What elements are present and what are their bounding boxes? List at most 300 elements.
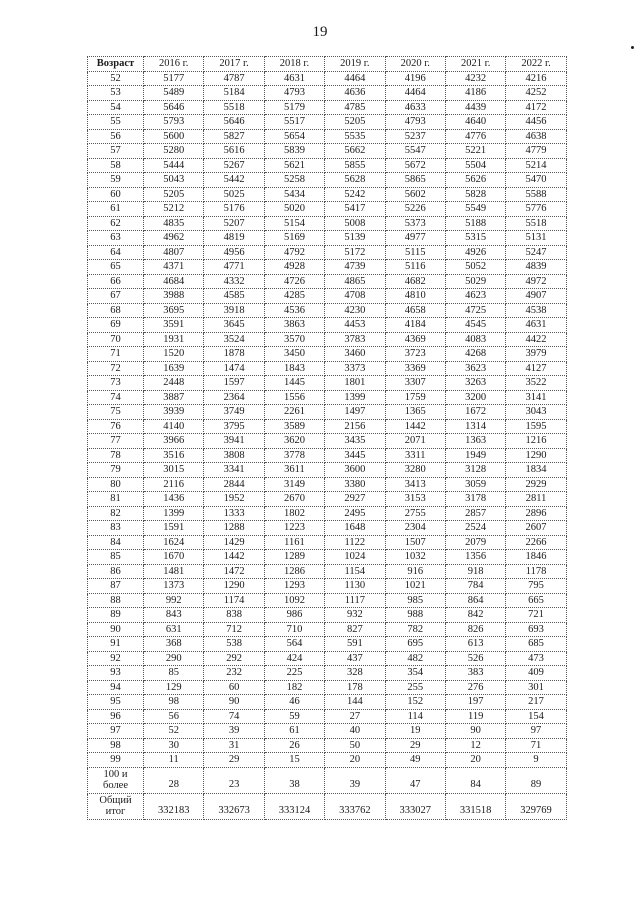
table-cell: 2364 (204, 390, 264, 405)
table-cell: 5518 (506, 216, 566, 231)
table-row (88, 593, 567, 608)
age-cell: 68 (88, 303, 144, 318)
table-row (88, 158, 567, 173)
table-cell: 119 (445, 709, 505, 724)
year-column-header: 2019 г. (325, 57, 385, 72)
table-cell: 1931 (144, 332, 204, 347)
table-cell: 4230 (325, 303, 385, 318)
table-cell: 3863 (264, 318, 324, 333)
table-cell: 5828 (445, 187, 505, 202)
table-cell: 4232 (445, 71, 505, 86)
table-row (88, 419, 567, 434)
table-row (88, 651, 567, 666)
table-cell: 1399 (325, 390, 385, 405)
age-cell: 67 (88, 289, 144, 304)
table-cell: 4186 (445, 86, 505, 101)
table-cell: 3178 (445, 492, 505, 507)
table-cell: 332183 (144, 793, 204, 819)
table-cell: 3589 (264, 419, 324, 434)
table-cell: 255 (385, 680, 445, 695)
table-cell: 5315 (445, 231, 505, 246)
table-cell: 178 (325, 680, 385, 695)
table-cell: 3128 (445, 463, 505, 478)
table-cell: 4536 (264, 303, 324, 318)
age-cell: 52 (88, 71, 144, 86)
table-row (88, 637, 567, 652)
table-cell: 3695 (144, 303, 204, 318)
table-cell: 52 (144, 724, 204, 739)
table-row (88, 173, 567, 188)
age-cell: 98 (88, 738, 144, 753)
year-column-header: 2020 г. (385, 57, 445, 72)
table-cell: 5115 (385, 245, 445, 260)
table-cell: 1436 (144, 492, 204, 507)
table-cell: 3043 (506, 405, 566, 420)
table-cell: 5616 (204, 144, 264, 159)
table-cell: 3570 (264, 332, 324, 347)
table-cell: 20 (445, 753, 505, 768)
table-cell: 4439 (445, 100, 505, 115)
table-cell: 4184 (385, 318, 445, 333)
table-row (88, 86, 567, 101)
table-cell: 1597 (204, 376, 264, 391)
table-cell: 114 (385, 709, 445, 724)
table-row (88, 71, 567, 86)
age-cell: 97 (88, 724, 144, 739)
table-cell: 5626 (445, 173, 505, 188)
table-cell: 5116 (385, 260, 445, 275)
table-row (88, 492, 567, 507)
table-cell: 3380 (325, 477, 385, 492)
table-cell: 27 (325, 709, 385, 724)
table-cell: 1161 (264, 535, 324, 550)
table-cell: 5025 (204, 187, 264, 202)
table-cell: 90 (204, 695, 264, 710)
table-cell: 11 (144, 753, 204, 768)
table-cell: 19 (385, 724, 445, 739)
table-cell: 2156 (325, 419, 385, 434)
table-cell: 988 (385, 608, 445, 623)
table-cell: 4907 (506, 289, 566, 304)
table-cell: 1481 (144, 564, 204, 579)
table-cell: 1639 (144, 361, 204, 376)
table-cell: 3979 (506, 347, 566, 362)
table-cell: 409 (506, 666, 566, 681)
row-label-line: итог (105, 806, 126, 817)
table-cell: 5221 (445, 144, 505, 159)
table-cell: 1290 (506, 448, 566, 463)
table-cell: 154 (506, 709, 566, 724)
age-cell: 71 (88, 347, 144, 362)
table-row (88, 448, 567, 463)
table-row (88, 390, 567, 405)
table-cell: 354 (385, 666, 445, 681)
table-cell: 2857 (445, 506, 505, 521)
table-body (88, 71, 567, 819)
table-cell: 4739 (325, 260, 385, 275)
table-cell: 71 (506, 738, 566, 753)
table-cell: 2495 (325, 506, 385, 521)
table-cell: 39 (325, 767, 385, 793)
table-cell: 4865 (325, 274, 385, 289)
table-cell: 197 (445, 695, 505, 710)
table-cell: 864 (445, 593, 505, 608)
table-row (88, 579, 567, 594)
table-cell: 473 (506, 651, 566, 666)
table-cell: 4422 (506, 332, 566, 347)
table-cell: 3591 (144, 318, 204, 333)
table-cell: 5621 (264, 158, 324, 173)
table-cell: 5169 (264, 231, 324, 246)
table-cell: 26 (264, 738, 324, 753)
age-cell: 85 (88, 550, 144, 565)
table-cell: 1178 (506, 564, 566, 579)
table-cell: 3307 (385, 376, 445, 391)
table-cell: 3645 (204, 318, 264, 333)
table-row (88, 303, 567, 318)
table-cell: 1949 (445, 448, 505, 463)
table-cell: 3966 (144, 434, 204, 449)
table-cell: 3522 (506, 376, 566, 391)
age-cell: 62 (88, 216, 144, 231)
age-cell: 77 (88, 434, 144, 449)
table-row (88, 622, 567, 637)
table-cell: 1122 (325, 535, 385, 550)
table-cell: 3783 (325, 332, 385, 347)
table-cell: 5172 (325, 245, 385, 260)
table-cell: 538 (204, 637, 264, 652)
table-row (88, 245, 567, 260)
table-cell: 1556 (264, 390, 324, 405)
table-cell: 1507 (385, 535, 445, 550)
row-label-line: более (102, 780, 128, 791)
table-cell: 1373 (144, 579, 204, 594)
table-cell: 784 (445, 579, 505, 594)
table-cell: 826 (445, 622, 505, 637)
table-cell: 276 (445, 680, 505, 695)
table-cell: 2844 (204, 477, 264, 492)
table-cell: 5373 (385, 216, 445, 231)
row-label (88, 793, 144, 819)
table-cell: 712 (204, 622, 264, 637)
table-cell: 9 (506, 753, 566, 768)
table-cell: 5043 (144, 173, 204, 188)
table-cell: 5672 (385, 158, 445, 173)
table-cell: 986 (264, 608, 324, 623)
table-row (88, 202, 567, 217)
table-cell: 5247 (506, 245, 566, 260)
table-cell: 4585 (204, 289, 264, 304)
table-row (88, 709, 567, 724)
table-cell: 3620 (264, 434, 324, 449)
table-cell: 328 (325, 666, 385, 681)
table-cell: 992 (144, 593, 204, 608)
table-cell: 4972 (506, 274, 566, 289)
table-row (88, 680, 567, 695)
row-label-line: Общий (99, 794, 132, 806)
table-cell: 5793 (144, 115, 204, 130)
age-cell: 99 (88, 753, 144, 768)
table-cell: 4638 (506, 129, 566, 144)
table-cell: 795 (506, 579, 566, 594)
table-cell: 5602 (385, 187, 445, 202)
table-cell: 3311 (385, 448, 445, 463)
table-cell: 526 (445, 651, 505, 666)
table-cell: 932 (325, 608, 385, 623)
table-cell: 4658 (385, 303, 445, 318)
table-cell: 2811 (506, 492, 566, 507)
table-cell: 4793 (385, 115, 445, 130)
table-cell: 437 (325, 651, 385, 666)
table-cell: 4725 (445, 303, 505, 318)
table-cell: 301 (506, 680, 566, 695)
table-cell: 3200 (445, 390, 505, 405)
table-cell: 333027 (385, 793, 445, 819)
table-cell: 5184 (204, 86, 264, 101)
table-cell: 1356 (445, 550, 505, 565)
table-cell: 1672 (445, 405, 505, 420)
table-cell: 5154 (264, 216, 324, 231)
table-cell: 84 (445, 767, 505, 793)
age-cell: 80 (88, 477, 144, 492)
table-cell: 2670 (264, 492, 324, 507)
table-row (88, 666, 567, 681)
age-cell: 64 (88, 245, 144, 260)
table-cell: 383 (445, 666, 505, 681)
table-cell: 4464 (385, 86, 445, 101)
age-cell: 84 (88, 535, 144, 550)
table-cell: 918 (445, 564, 505, 579)
table-cell: 3141 (506, 390, 566, 405)
table-cell: 1024 (325, 550, 385, 565)
table-cell: 3460 (325, 347, 385, 362)
table-cell: 1759 (385, 390, 445, 405)
table-cell: 4792 (264, 245, 324, 260)
table-cell: 1520 (144, 347, 204, 362)
over-100-row (88, 767, 567, 793)
table-row (88, 187, 567, 202)
table-cell: 1472 (204, 564, 264, 579)
table-cell: 424 (264, 651, 324, 666)
table-cell: 3153 (385, 492, 445, 507)
table-cell: 4456 (506, 115, 566, 130)
table-cell: 4369 (385, 332, 445, 347)
table-cell: 232 (204, 666, 264, 681)
age-cell: 96 (88, 709, 144, 724)
table-cell: 1670 (144, 550, 204, 565)
table-cell: 1429 (204, 535, 264, 550)
table-cell: 4464 (325, 71, 385, 86)
table-cell: 5029 (445, 274, 505, 289)
age-cell: 94 (88, 680, 144, 695)
table-row (88, 318, 567, 333)
table-cell: 3941 (204, 434, 264, 449)
table-cell: 20 (325, 753, 385, 768)
table-cell: 28 (144, 767, 204, 793)
table-cell: 5280 (144, 144, 204, 159)
table-cell: 4977 (385, 231, 445, 246)
table-cell: 4928 (264, 260, 324, 275)
table-cell: 3341 (204, 463, 264, 478)
table-cell: 5535 (325, 129, 385, 144)
table-cell: 4631 (506, 318, 566, 333)
table-row (88, 289, 567, 304)
table-cell: 1117 (325, 593, 385, 608)
table-cell: 2896 (506, 506, 566, 521)
table-cell: 5434 (264, 187, 324, 202)
table-row (88, 608, 567, 623)
table-cell: 47 (385, 767, 445, 793)
table-cell: 2755 (385, 506, 445, 521)
table-cell: 29 (385, 738, 445, 753)
table-cell: 49 (385, 753, 445, 768)
table-cell: 3445 (325, 448, 385, 463)
table-row (88, 738, 567, 753)
row-label-line: 100 и (103, 768, 128, 780)
table-cell: 5518 (204, 100, 264, 115)
table-cell: 482 (385, 651, 445, 666)
table-cell: 61 (264, 724, 324, 739)
table-cell: 782 (385, 622, 445, 637)
table-row (88, 100, 567, 115)
table-cell: 129 (144, 680, 204, 695)
table-cell: 710 (264, 622, 324, 637)
age-cell: 89 (88, 608, 144, 623)
table-cell: 59 (264, 709, 324, 724)
table-cell: 39 (204, 724, 264, 739)
age-cell: 86 (88, 564, 144, 579)
table-cell: 3988 (144, 289, 204, 304)
table-cell: 4623 (445, 289, 505, 304)
table-cell: 4926 (445, 245, 505, 260)
age-cell: 57 (88, 144, 144, 159)
table-cell: 1290 (204, 579, 264, 594)
scan-dot (631, 46, 634, 49)
age-cell: 93 (88, 666, 144, 681)
table-cell: 1293 (264, 579, 324, 594)
table-cell: 665 (506, 593, 566, 608)
age-cell: 63 (88, 231, 144, 246)
table-cell: 5205 (144, 187, 204, 202)
table-cell: 329769 (506, 793, 566, 819)
table-cell: 4640 (445, 115, 505, 130)
table-cell: 5177 (144, 71, 204, 86)
table-cell: 1442 (204, 550, 264, 565)
table-cell: 3939 (144, 405, 204, 420)
age-cell: 78 (88, 448, 144, 463)
table-cell: 98 (144, 695, 204, 710)
table-cell: 1130 (325, 579, 385, 594)
age-cell: 66 (88, 274, 144, 289)
table-cell: 4538 (506, 303, 566, 318)
table-cell: 3413 (385, 477, 445, 492)
table-row (88, 216, 567, 231)
table-cell: 685 (506, 637, 566, 652)
table-cell: 4819 (204, 231, 264, 246)
table-cell: 693 (506, 622, 566, 637)
table-cell: 38 (264, 767, 324, 793)
table-cell: 5646 (204, 115, 264, 130)
table-cell: 5237 (385, 129, 445, 144)
age-cell: 92 (88, 651, 144, 666)
table-cell: 4684 (144, 274, 204, 289)
table-cell: 5267 (204, 158, 264, 173)
table-cell: 3749 (204, 405, 264, 420)
table-cell: 3149 (264, 477, 324, 492)
table-cell: 1399 (144, 506, 204, 521)
table-row (88, 376, 567, 391)
table-cell: 1595 (506, 419, 566, 434)
table-cell: 1591 (144, 521, 204, 536)
table-cell: 5628 (325, 173, 385, 188)
table-cell: 4779 (506, 144, 566, 159)
table-cell: 4196 (385, 71, 445, 86)
table-cell: 631 (144, 622, 204, 637)
table-cell: 5470 (506, 173, 566, 188)
age-cell: 74 (88, 390, 144, 405)
age-cell: 61 (88, 202, 144, 217)
table-cell: 46 (264, 695, 324, 710)
table-cell: 4771 (204, 260, 264, 275)
table-cell: 182 (264, 680, 324, 695)
table-cell: 1834 (506, 463, 566, 478)
age-cell: 55 (88, 115, 144, 130)
table-cell: 1289 (264, 550, 324, 565)
year-column-header: 2016 г. (144, 57, 204, 72)
table-row (88, 405, 567, 420)
table-cell: 4545 (445, 318, 505, 333)
table-cell: 4268 (445, 347, 505, 362)
table-cell: 916 (385, 564, 445, 579)
table-cell: 4793 (264, 86, 324, 101)
table-cell: 2524 (445, 521, 505, 536)
year-column-header: 2022 г. (506, 57, 566, 72)
table-cell: 2266 (506, 535, 566, 550)
table-cell: 4453 (325, 318, 385, 333)
table-cell: 4776 (445, 129, 505, 144)
page-number: 19 (312, 24, 328, 40)
table-row (88, 724, 567, 739)
table-cell: 4810 (385, 289, 445, 304)
age-cell: 91 (88, 637, 144, 652)
table-cell: 5242 (325, 187, 385, 202)
table-cell: 1288 (204, 521, 264, 536)
table-cell: 2929 (506, 477, 566, 492)
age-cell: 75 (88, 405, 144, 420)
table-cell: 3808 (204, 448, 264, 463)
table-cell: 2261 (264, 405, 324, 420)
table-cell: 2071 (385, 434, 445, 449)
age-cell: 82 (88, 506, 144, 521)
table-cell: 1445 (264, 376, 324, 391)
table-cell: 4285 (264, 289, 324, 304)
table-row (88, 521, 567, 536)
table-cell: 843 (144, 608, 204, 623)
table-cell: 5855 (325, 158, 385, 173)
table-cell: 368 (144, 637, 204, 652)
table-cell: 3524 (204, 332, 264, 347)
table-row (88, 361, 567, 376)
table-cell: 40 (325, 724, 385, 739)
table-cell: 12 (445, 738, 505, 753)
table-cell: 56 (144, 709, 204, 724)
table-row (88, 115, 567, 130)
age-cell: 59 (88, 173, 144, 188)
row-label (88, 767, 144, 793)
table-row (88, 144, 567, 159)
year-column-header: 2017 г. (204, 57, 264, 72)
table-cell: 217 (506, 695, 566, 710)
